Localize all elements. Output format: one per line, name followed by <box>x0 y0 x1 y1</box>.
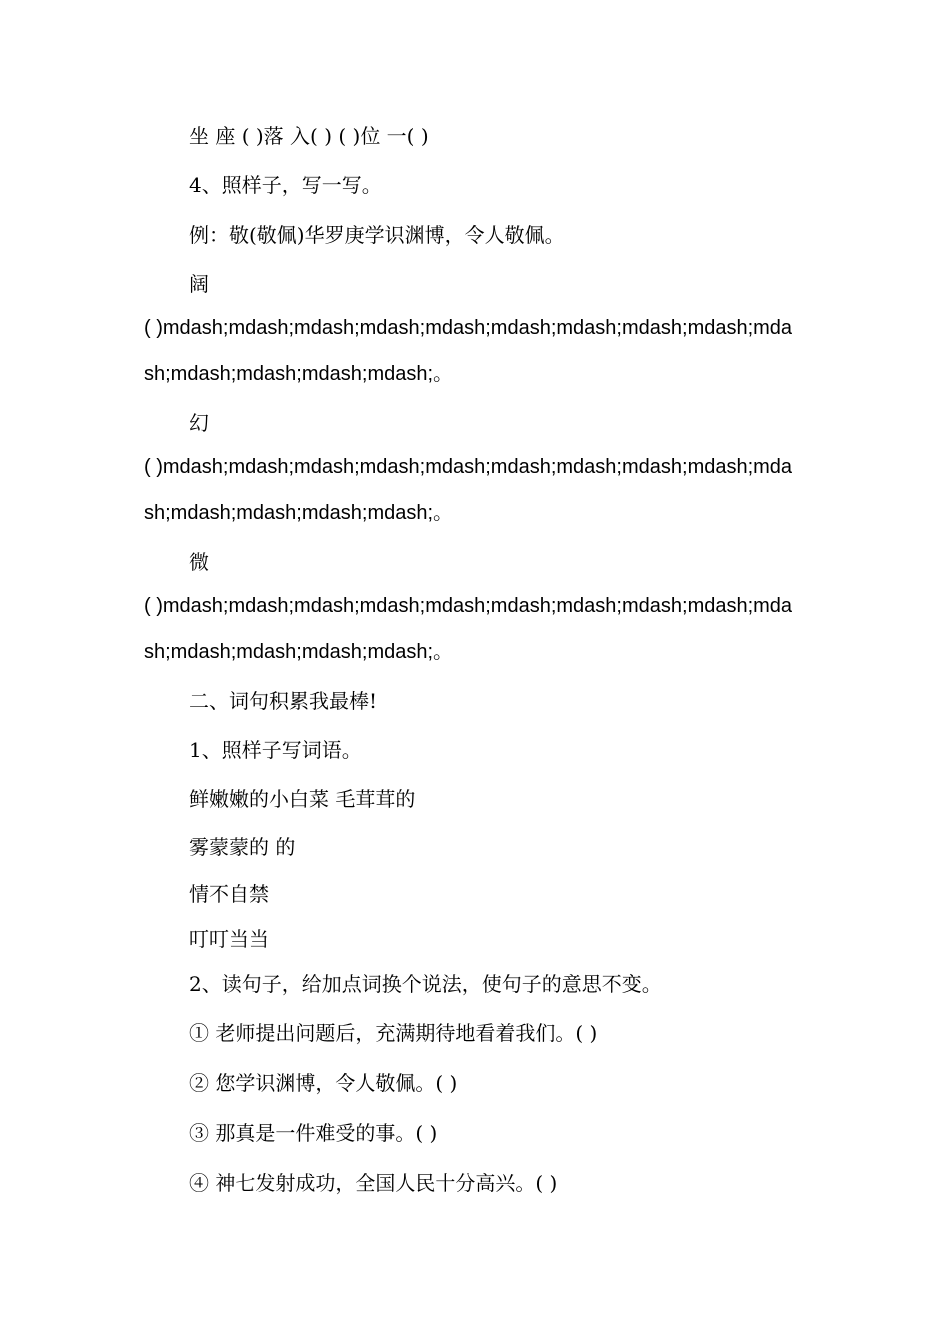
word-example-line-1: 鲜嫩嫩的小白菜 毛茸茸的 <box>189 787 416 811</box>
word-example-line-2: 雾蒙蒙的 的 <box>189 835 296 859</box>
char-kuo: 阔 <box>189 272 209 296</box>
exercise-heading-1: 1、照样子写词语。 <box>189 738 362 762</box>
word-example-line-4: 叮叮当当 <box>189 927 269 951</box>
answer-line-kuo-2: sh;mdash;mdash;mdash;mdash;。 <box>144 363 454 385</box>
answer-line-huan-2: sh;mdash;mdash;mdash;mdash;。 <box>144 502 454 524</box>
exercise-line-seat-words: 坐 座 ( )落 入( ) ( )位 一( ) <box>189 124 429 148</box>
sentence-item-2: ② 您学识渊博，令人敬佩。( ) <box>189 1071 458 1095</box>
answer-line-wei-1: ( )mdash;mdash;mdash;mdash;mdash;mdash;mdash;mdash;mdash;mda <box>144 595 793 617</box>
answer-line-kuo-1: ( )mdash;mdash;mdash;mdash;mdash;mdash;mdash;mdash;mdash;mda <box>144 317 793 339</box>
char-huan: 幻 <box>189 411 209 435</box>
exercise-heading-4: 4、照样子，写一写。 <box>189 173 382 197</box>
char-wei: 微 <box>189 550 209 574</box>
exercise-heading-2: 2、读句子，给加点词换个说法，使句子的意思不变。 <box>189 972 662 996</box>
answer-line-wei-2: sh;mdash;mdash;mdash;mdash;。 <box>144 641 454 663</box>
answer-line-huan-1: ( )mdash;mdash;mdash;mdash;mdash;mdash;mdash;mdash;mdash;mda <box>144 456 793 478</box>
example-sentence: 例：敬(敬佩)华罗庚学识渊博，令人敬佩。 <box>189 223 565 247</box>
sentence-item-4: ④ 神七发射成功，全国人民十分高兴。( ) <box>189 1171 558 1195</box>
word-example-line-3: 情不自禁 <box>189 882 269 906</box>
sentence-item-3: ③ 那真是一件难受的事。( ) <box>189 1121 438 1145</box>
section-heading-2: 二、词句积累我最棒! <box>189 689 378 713</box>
sentence-item-1: ① 老师提出问题后，充满期待地看着我们。( ) <box>189 1021 598 1045</box>
